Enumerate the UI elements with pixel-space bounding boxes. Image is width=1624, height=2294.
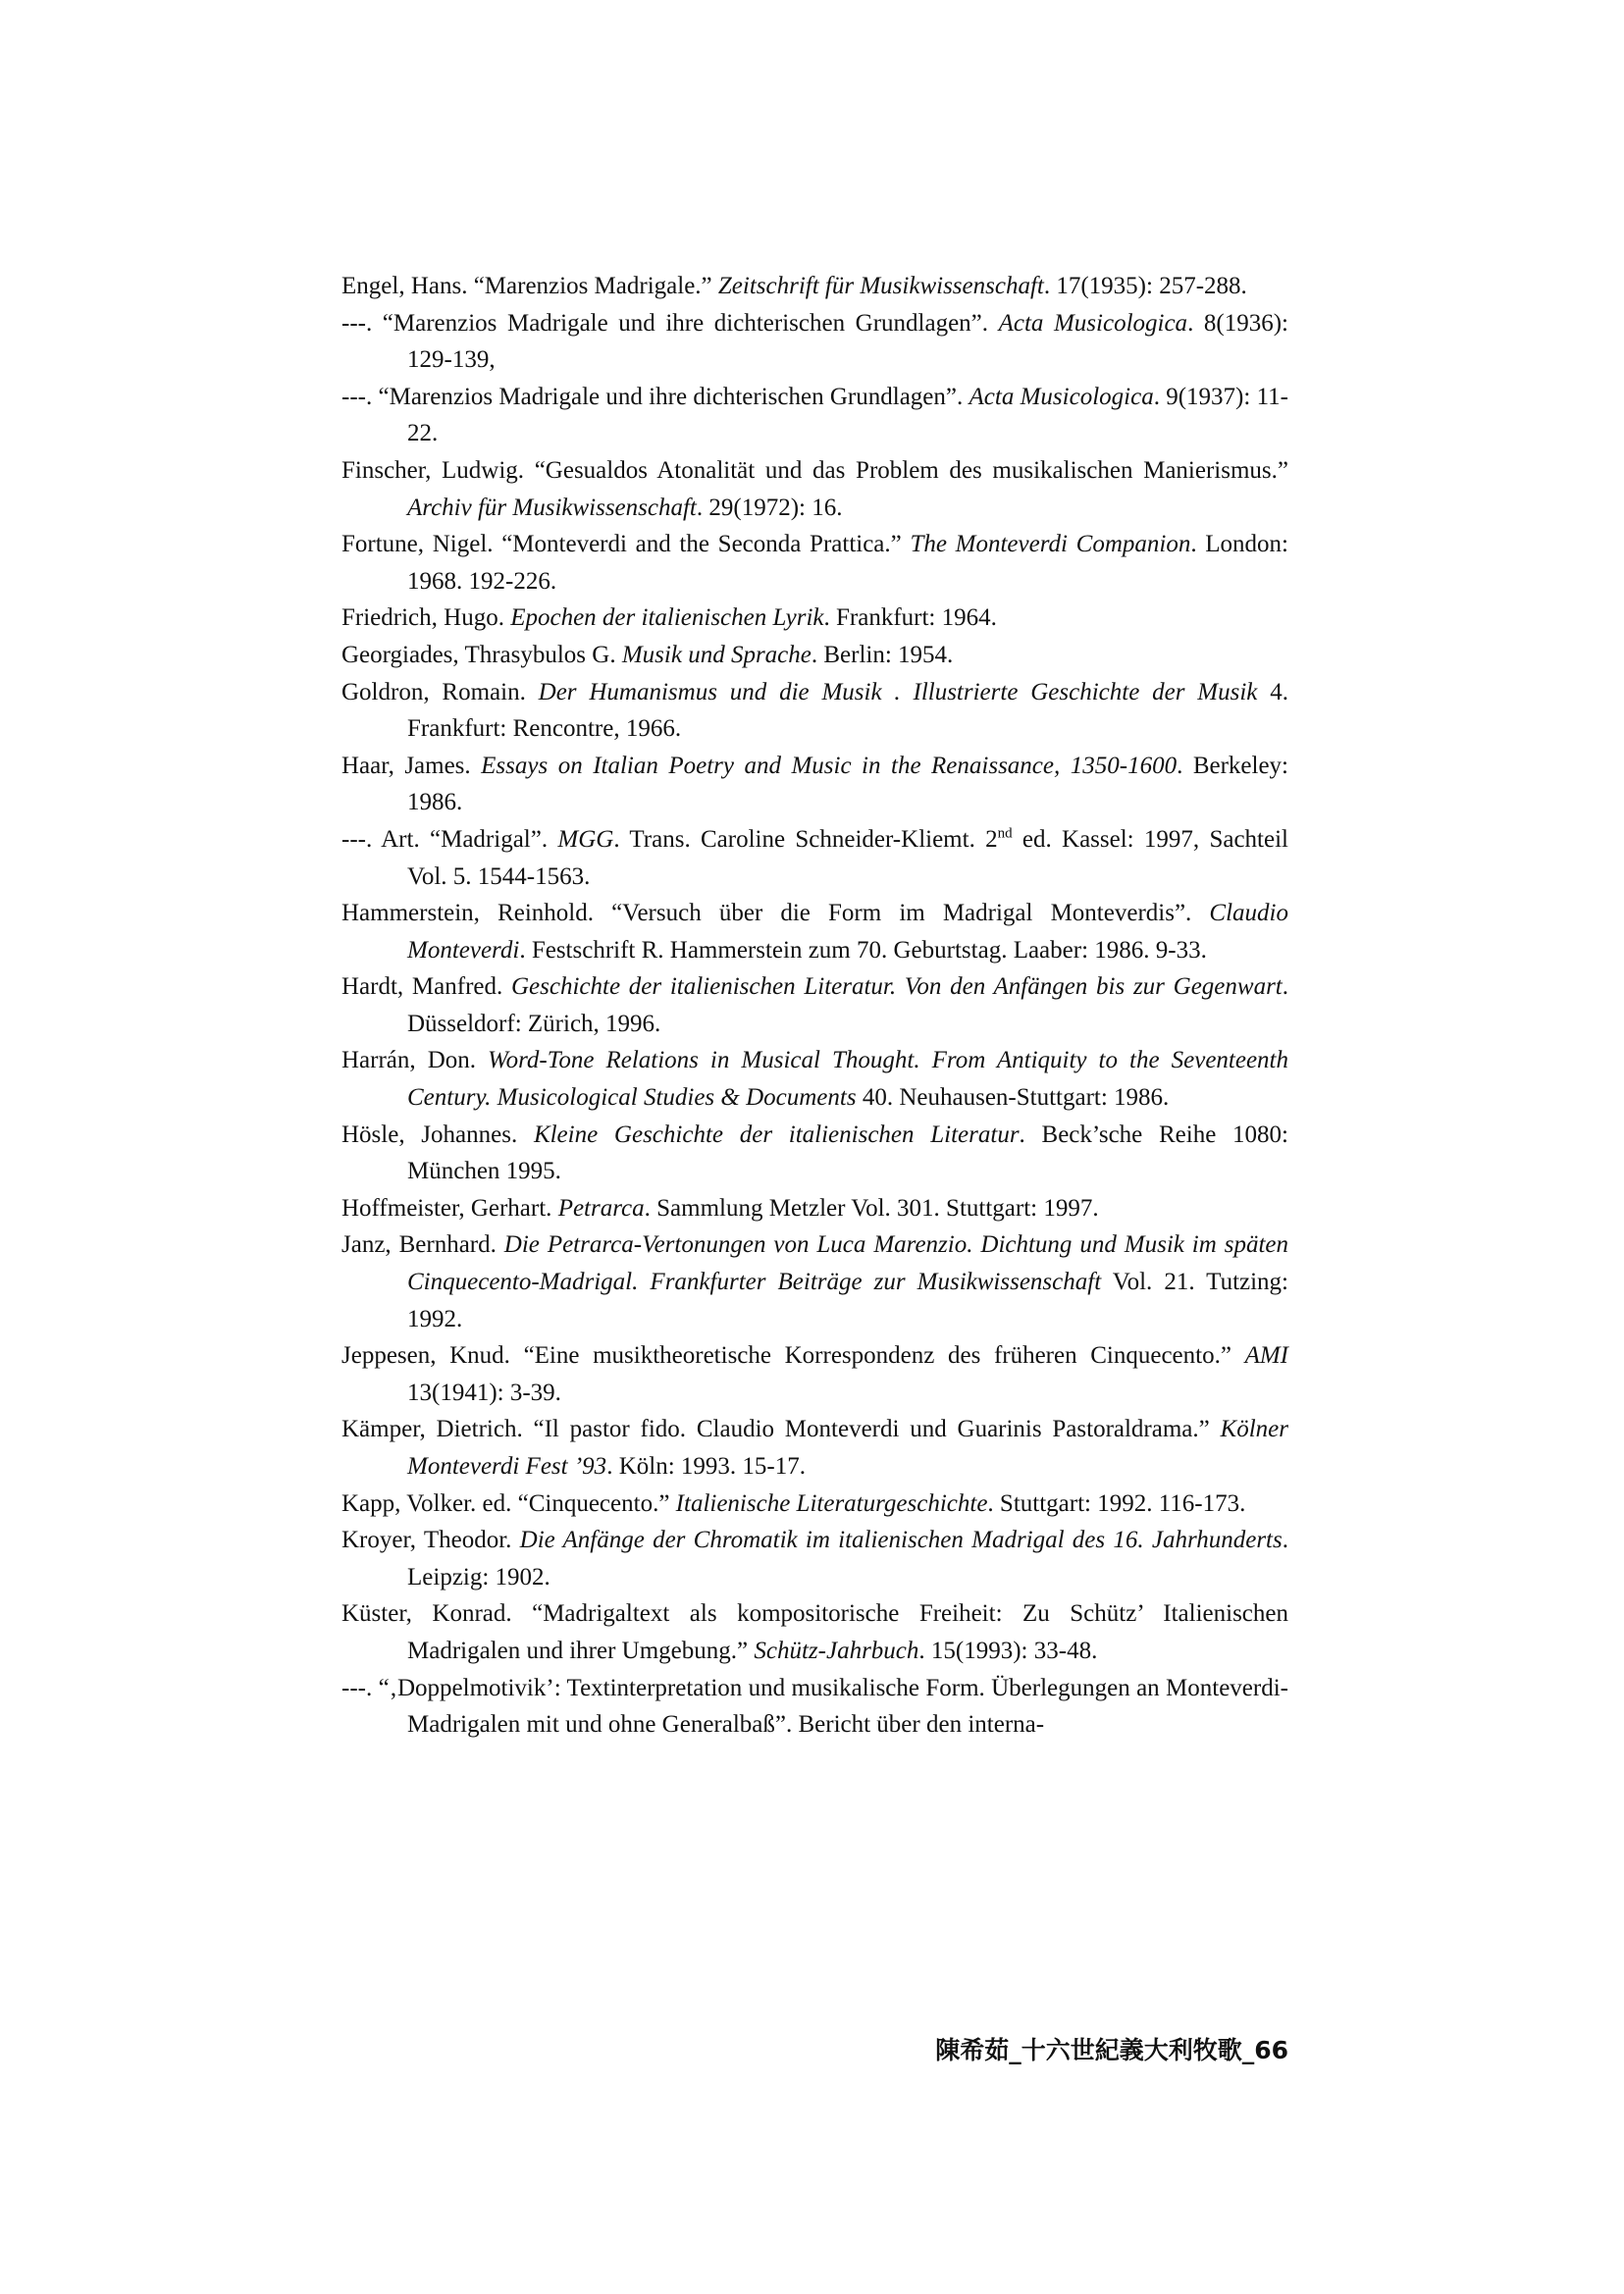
entry-text: 4. Frankfurt: Rencontre, 1966. xyxy=(407,678,1288,743)
entry-title: Die Petrarca-Vertonungen von Luca Marenzio. Dichtung und Musik im späten Cinquecento-Madrigal. Frankfurter Beiträge zur Musikwissenschaft xyxy=(407,1231,1288,1296)
entry-text: . Trans. Caroline Schneider-Kliemt. 2 xyxy=(613,825,998,853)
entry-text: . Sammlung Metzler Vol. 301. Stuttgart: 1997. xyxy=(644,1194,1099,1222)
entry-text: . Berlin: 1954. xyxy=(811,641,954,668)
bibliography-entry xyxy=(341,379,1288,452)
bibliography-entry xyxy=(341,600,1288,637)
bibliography-entry xyxy=(341,268,1288,305)
ordinal-suffix: nd xyxy=(997,825,1013,842)
entry-title: Zeitschrift für Musikwissenschaft xyxy=(717,273,1044,299)
bibliography-entry xyxy=(341,1042,1288,1116)
entry-title: Der Humanismus und die Musik . Illustrierte Geschichte der Musik xyxy=(538,678,1258,705)
entry-text: . 17(1935): 257-288. xyxy=(1043,273,1247,299)
bibliography-entry xyxy=(341,1411,1288,1485)
entry-text: Engel, Hans. “Marenzios Madrigale.” xyxy=(341,273,718,299)
bibliography-entry xyxy=(341,1337,1288,1411)
entry-text: Georgiades, Thrasybulos G. xyxy=(341,641,622,668)
entry-title: Geschichte der italienischen Literatur. Von den Anfängen bis zur Gegenwart xyxy=(510,973,1283,1001)
bibliography-entry xyxy=(341,526,1288,600)
entry-title: Acta Musicologica xyxy=(969,383,1154,410)
entry-title: The Monteverdi Companion xyxy=(910,531,1191,558)
bibliography-entry xyxy=(341,821,1288,895)
entry-text: Finscher, Ludwig. “Gesualdos Atonalität und das Problem des musikalischen Manierismus.” xyxy=(341,456,1288,484)
bibliography-entry xyxy=(341,1226,1288,1337)
entry-text: . Köln: 1993. 15-17. xyxy=(606,1453,806,1480)
entry-text: Harrán, Don. xyxy=(341,1047,489,1074)
bibliography-entry xyxy=(341,1486,1288,1523)
entry-text: . 8(1936): 129-139, xyxy=(407,309,1288,374)
bibliography-entry xyxy=(341,1117,1288,1190)
entry-text: ---. Art. “Madrigal”. xyxy=(341,825,558,853)
entry-text: Fortune, Nigel. “Monteverdi and the Seconda Prattica.” xyxy=(341,531,911,558)
bibliography-entry xyxy=(341,452,1288,526)
entry-title: Schütz-Jahrbuch xyxy=(754,1637,919,1664)
entry-title: AMI xyxy=(1244,1342,1288,1370)
bibliography-entry xyxy=(341,1190,1288,1227)
entry-title: Essays on Italian Poetry and Music in the Renaissance, 1350-1600 xyxy=(481,752,1178,779)
bibliography-entry xyxy=(341,305,1288,379)
entry-text: . Berkeley: 1986. xyxy=(407,752,1289,816)
entry-text: . London: 1968. 192-226. xyxy=(407,531,1288,595)
entry-text: . Frankfurt: 1964. xyxy=(823,604,997,632)
bibliography-entry xyxy=(341,1670,1288,1744)
entry-text: 13(1941): 3-39. xyxy=(407,1379,561,1406)
entry-text: Hardt, Manfred. xyxy=(341,973,511,1001)
entry-text: Kapp, Volker. ed. “Cinquecento.” xyxy=(341,1489,676,1517)
entry-text: Janz, Bernhard. xyxy=(341,1231,504,1259)
entry-text: Vol. 21. Tutzing: 1992. xyxy=(407,1269,1289,1332)
entry-text: Haar, James. xyxy=(341,752,482,779)
bibliography-entry xyxy=(341,895,1288,968)
entry-text: ed. Kassel: 1997, Sachteil Vol. 5. 1544-1563. xyxy=(407,825,1288,890)
entry-title: Claudio Monteverdi xyxy=(407,900,1288,964)
entry-text: Küster, Konrad. “Madrigaltext als kompositorische Freiheit: Zu Schütz’ Italienischen Madrigalen und ihrer Umgebung.” xyxy=(341,1600,1288,1664)
entry-text: ---. “Marenzios Madrigale und ihre dichterischen Grundlagen”. xyxy=(341,383,969,410)
entry-text: Kroyer, Theodor. xyxy=(341,1527,520,1554)
entry-text: ---. “‚Doppelmotivik’: Textinterpretation und musikalische Form. Überlegungen an Monteverdi-Madrigalen mit und ohne Generalbaß”. Bericht über den interna- xyxy=(341,1674,1288,1739)
entry-title: Kölner Monteverdi Fest ’93 xyxy=(407,1416,1288,1480)
entry-text: . Beck’sche Reihe 1080: München 1995. xyxy=(407,1121,1288,1185)
entry-text: . 29(1972): 16. xyxy=(696,494,843,521)
entry-text: Goldron, Romain. xyxy=(341,678,539,705)
entry-text: . Leipzig: 1902. xyxy=(407,1527,1288,1590)
page-footer: 陳希茹_十六世紀義大利牧歌_66 xyxy=(935,2036,1288,2064)
entry-text: . Düsseldorf: Zürich, 1996. xyxy=(407,973,1288,1037)
entry-title: Die Anfänge der Chromatik im italienischen Madrigal des 16. Jahrhunderts xyxy=(519,1527,1283,1554)
entry-text: Hösle, Johannes. xyxy=(341,1121,534,1148)
entry-title: Epochen der italienischen Lyrik xyxy=(510,604,824,632)
bibliography-entry xyxy=(341,748,1288,821)
bibliography-entry xyxy=(341,637,1288,674)
entry-text: ---. “Marenzios Madrigale und ihre dichterischen Grundlagen”. xyxy=(341,309,999,337)
entry-text: Kämper, Dietrich. “Il pastor fido. Claudio Monteverdi und Guarinis Pastoraldrama.” xyxy=(341,1416,1221,1443)
entry-title: Acta Musicologica xyxy=(998,309,1188,337)
entry-text: . Stuttgart: 1992. 116-173. xyxy=(987,1489,1246,1517)
entry-title: MGG xyxy=(557,825,614,853)
entry-text: 40. Neuhausen-Stuttgart: 1986. xyxy=(856,1084,1170,1112)
bibliography-entry xyxy=(341,674,1288,748)
entry-title: Petrarca xyxy=(557,1194,645,1222)
entry-text: Hammerstein, Reinhold. “Versuch über die Form im Madrigal Monteverdis”. xyxy=(341,900,1210,927)
entry-title: Musik und Sprache xyxy=(621,641,812,668)
entry-text: Hoffmeister, Gerhart. xyxy=(341,1194,558,1222)
bibliography-list xyxy=(341,268,1288,1744)
entry-title: Word-Tone Relations in Musical Thought. From Antiquity to the Seventeenth Century. Musicological Studies & Documents xyxy=(407,1047,1288,1112)
entry-text: Friedrich, Hugo. xyxy=(341,604,511,632)
entry-text: . Festschrift R. Hammerstein zum 70. Geburtstag. Laaber: 1986. 9-33. xyxy=(519,936,1207,964)
bibliography-entry xyxy=(341,968,1288,1042)
bibliography-entry xyxy=(341,1595,1288,1669)
entry-text: . 15(1993): 33-48. xyxy=(918,1637,1098,1664)
entry-text: . 9(1937): 11-22. xyxy=(407,383,1288,447)
entry-title: Italienische Literaturgeschichte xyxy=(675,1489,988,1517)
bibliography-entry xyxy=(341,1522,1288,1595)
entry-title: Archiv für Musikwissenschaft xyxy=(407,494,697,521)
entry-title: Kleine Geschichte der italienischen Literatur xyxy=(533,1121,1020,1148)
entry-text: Jeppesen, Knud. “Eine musiktheoretische Korrespondenz des früheren Cinquecento.” xyxy=(341,1342,1245,1370)
